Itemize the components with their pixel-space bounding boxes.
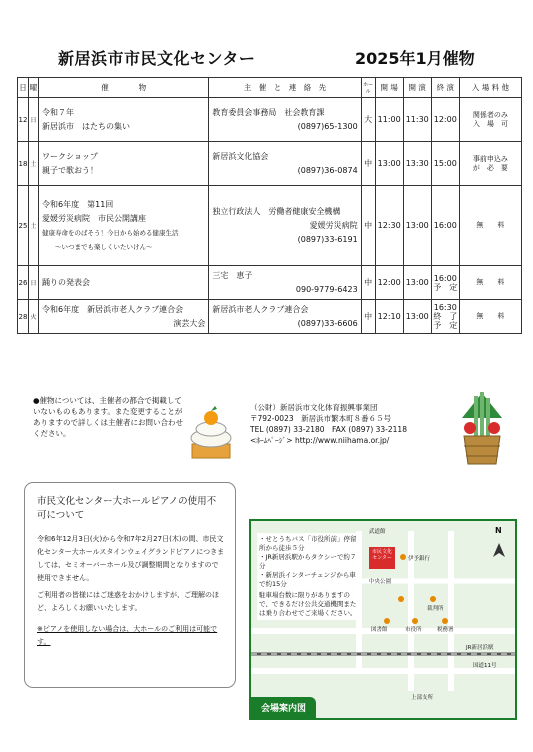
cell-event-line: 令和７年 xyxy=(42,107,75,117)
cell-day: 26 xyxy=(18,266,29,300)
cell-event xyxy=(39,266,209,300)
cell-organizer-line: 独立行政法人 労働者健康安全機構 xyxy=(212,206,341,216)
cell-end-line: 16:30 xyxy=(433,303,457,312)
cell-organizer-line: 愛媛労災病院 xyxy=(309,220,358,230)
cell-organizer-line: 090-9779-6423 xyxy=(295,284,358,294)
cell-day: 28 xyxy=(18,300,29,334)
cell-organizer xyxy=(209,266,361,300)
cell-hall: 大 xyxy=(361,98,375,142)
cell-fee-line: 入 場 可 xyxy=(472,119,508,128)
cell-event xyxy=(39,186,209,266)
map-place: 市役所 xyxy=(405,627,422,633)
table-header xyxy=(18,78,522,98)
cell-end: 12:00 xyxy=(431,98,459,142)
cell-organizer xyxy=(209,300,361,334)
venue-map xyxy=(249,519,517,720)
cell-organizer xyxy=(209,186,361,266)
header-weekday: 曜 xyxy=(29,78,39,98)
cell-day: 25 xyxy=(18,186,29,266)
map-access-1: ・せとうちバス「市役所前」停留所から徒歩５分 xyxy=(259,535,357,552)
notice-text: ●催物については、主催者の都合で掲載していないものもあります。また変更することがありますので詳しくは主催者にお問い合わせください。 xyxy=(33,396,183,438)
cell-organizer-line: (0897)65-1300 xyxy=(297,121,358,131)
cell-end: 15:00 xyxy=(431,142,459,186)
cell-weekday: 日 xyxy=(29,98,39,142)
header-day: 日 xyxy=(18,78,29,98)
header-fee: 入 場 料 他 xyxy=(459,78,521,98)
piano-note: ※ピアノを使用しない場合は、大ホールのご利用は可能です。 xyxy=(37,625,218,646)
map-place: 税務署 xyxy=(437,627,454,633)
map-access-3: ・新居浜インターチェンジから車で約15分 xyxy=(259,571,356,588)
map-venue-label: 市民文化センター xyxy=(371,549,392,561)
map-place: 武道館 xyxy=(369,529,386,535)
table-row xyxy=(18,142,522,186)
cell-weekday: 日 xyxy=(29,266,39,300)
cell-fee-line: 無 料 xyxy=(476,221,505,229)
cell-end xyxy=(431,300,459,334)
cell-event-line: 新居浜市 はたちの集い xyxy=(42,121,131,131)
cell-event-line: 踊りの発表会 xyxy=(42,277,91,287)
map-place: 伊予銀行 xyxy=(408,556,431,562)
cell-hall: 中 xyxy=(361,142,375,186)
table-row xyxy=(18,98,522,142)
piano-body-2: ご利用者の皆様にはご迷惑をおかけしますが、ご理解のほど、よろしくお願いいたします。 xyxy=(37,591,219,612)
cell-start: 11:30 xyxy=(403,98,431,142)
cell-hall: 中 xyxy=(361,186,375,266)
cell-fee-line: 関係者のみ xyxy=(472,110,508,119)
cell-end-line: 予 定 xyxy=(433,321,458,330)
table-row xyxy=(18,300,522,334)
map-access-2: ・JR新居浜駅からタクシーで約７分 xyxy=(259,553,357,570)
map-access-info xyxy=(257,533,362,620)
cell-fee xyxy=(459,186,521,266)
organization-info xyxy=(250,402,407,446)
org-name: （公財）新居浜市文化体育振興事業団 xyxy=(250,403,378,412)
map-place: 中央公園 xyxy=(369,579,392,585)
map-place: JR新居浜駅 xyxy=(466,645,494,651)
cell-organizer-line: 新居浜市老人クラブ連合会 xyxy=(212,304,309,314)
cell-organizer xyxy=(209,142,361,186)
cell-organizer-line: 教育委員会事務局 社会教育課 xyxy=(212,107,325,117)
page-date: 2025年1月催物 xyxy=(355,49,475,68)
cell-start: 13:30 xyxy=(403,142,431,186)
cell-fee-line: 無 料 xyxy=(476,312,505,320)
cell-open: 12:30 xyxy=(375,186,403,266)
cell-fee xyxy=(459,266,521,300)
map-place: 上部支所 xyxy=(411,695,434,701)
cell-organizer-line: (0897)36-0874 xyxy=(297,165,358,175)
cell-event-line: 親子で歌おう！ xyxy=(42,165,99,175)
cell-open: 12:00 xyxy=(375,266,403,300)
cell-start: 13:00 xyxy=(403,186,431,266)
header-end: 終 演 xyxy=(431,78,459,98)
cell-weekday: 火 xyxy=(29,300,39,334)
cell-event-line: 演芸大会 xyxy=(173,318,206,328)
header-start: 開 演 xyxy=(403,78,431,98)
cell-organizer-line: 三宅 恵子 xyxy=(212,270,253,280)
cell-end-line: 16:00 xyxy=(433,273,457,283)
cell-event xyxy=(39,142,209,186)
cell-event xyxy=(39,300,209,334)
org-tel: TEL (0897) 33-2180 FAX (0897) 33-2118 xyxy=(250,425,407,434)
cell-organizer-line: 新居浜文化協会 xyxy=(212,151,269,161)
cell-end-line: 終 了 xyxy=(433,312,458,321)
map-place: 裁判所 xyxy=(427,606,444,612)
page-title: 新居浜市市民文化センター xyxy=(58,49,256,68)
cell-open: 13:00 xyxy=(375,142,403,186)
cell-weekday: 土 xyxy=(29,142,39,186)
cell-day: 12 xyxy=(18,98,29,142)
cell-event-line: ～いつまでも楽しくいたいけん～ xyxy=(55,242,153,251)
cell-open: 11:00 xyxy=(375,98,403,142)
cell-end: 16:00 xyxy=(431,186,459,266)
cell-event-line: ワークショップ xyxy=(42,151,98,161)
map-north: N xyxy=(495,526,502,535)
cell-hall: 中 xyxy=(361,300,375,334)
cell-fee xyxy=(459,300,521,334)
cell-start: 13:00 xyxy=(403,300,431,334)
piano-title: 市民文化センター大ホールピアノの使用不可について xyxy=(37,496,217,521)
header-hall: ホール xyxy=(361,78,375,98)
cell-hall: 中 xyxy=(361,266,375,300)
kadomatsu-icon xyxy=(452,388,512,468)
piano-body: 令和6年12月3日(火)から令和7年2月27日(木)の間、市民文化センター大ホールスタインウェイグランドピアノにつきましては、セミオーバーホール及び調整期間となりますので使用できません。 xyxy=(37,535,225,582)
cell-end xyxy=(431,266,459,300)
cell-event xyxy=(39,98,209,142)
cell-event-line: 令和6年度 新居浜市老人クラブ連合会 xyxy=(42,304,184,314)
cell-event-line: 愛媛労災病院 市民公開講座 xyxy=(42,213,147,223)
header-open: 開 場 xyxy=(375,78,403,98)
cell-event-line: 健康寿命をのばそう！今日から始める健康生活 xyxy=(42,228,179,237)
cell-start: 13:00 xyxy=(403,266,431,300)
cell-weekday: 土 xyxy=(29,186,39,266)
org-web[interactable]: <ﾎｰﾑﾍﾟｰｼﾞ> http://www.niihama.or.jp/ xyxy=(250,436,390,445)
org-address: 〒792-0023 新居浜市繁本町８番６５号 xyxy=(250,414,392,423)
cell-fee-line: 無 料 xyxy=(476,278,505,286)
map-place: 図書館 xyxy=(371,627,388,633)
cell-event-line: 令和6年度 第11回 xyxy=(42,199,114,209)
cell-day: 18 xyxy=(18,142,29,186)
map-label: 会場案内図 xyxy=(251,697,316,718)
cell-fee xyxy=(459,98,521,142)
cell-open: 12:10 xyxy=(375,300,403,334)
cell-organizer-line: (0897)33-6191 xyxy=(297,234,358,244)
piano-notice xyxy=(24,482,236,688)
cell-fee-line: 事前申込み xyxy=(472,154,508,163)
event-table xyxy=(17,77,522,334)
kagami-mochi-icon xyxy=(186,402,236,462)
cell-organizer xyxy=(209,98,361,142)
cell-fee xyxy=(459,142,521,186)
cell-organizer-line: (0897)33-6606 xyxy=(297,318,358,328)
header-organizer: 主 催 と 連 絡 先 xyxy=(209,78,361,98)
map-place: 国道11号 xyxy=(473,663,497,669)
table-row xyxy=(18,186,522,266)
cell-fee-line: が 必 要 xyxy=(472,163,508,172)
cell-end-line: 予 定 xyxy=(433,282,458,292)
header-event: 催 物 xyxy=(39,78,209,98)
table-row xyxy=(18,266,522,300)
map-parking: 駐車場台数に限りがありますので、できるだけ公共交通機関または乗り合わせでご来場ください。 xyxy=(259,591,357,617)
